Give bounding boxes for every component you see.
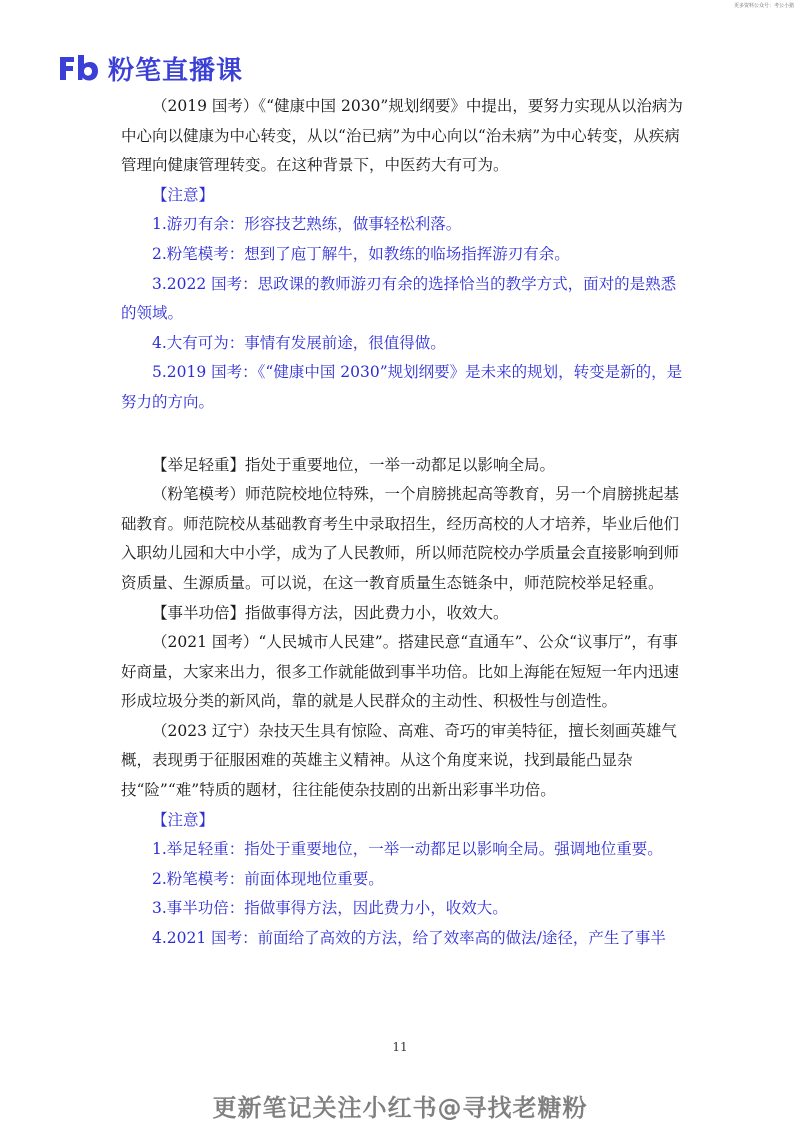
note-item: 4.大有可为：事情有发展前途，很值得做。 [152, 333, 446, 352]
brand-name: 粉笔直播课 [108, 55, 244, 86]
note-item: 5.2019 国考：《“健康中国 2030”规划纲要》是未来的规划，转变是新的，是努力的方向。 [121, 363, 683, 411]
fenbi-logo-icon [58, 53, 100, 83]
paragraph: （2021 国考）“人民城市人民建”。搭建民意“直通车”、公众“议事厅”，有事好商量，大家来出力，很多工作就能做到事半功倍。比如上海能在短短一年内迅速形成垃圾分类的新风尚，靠的就是人民群众的主动性、积极性与创造性。 [121, 633, 680, 711]
note-item: 4.2021 国考：前面给了高效的方法，给了效率高的做法/途径，产生了事半 [152, 929, 666, 948]
note-item: 1.游刃有余：形容技艺熟练，做事轻松利落。 [152, 215, 462, 234]
idiom-definition: 【事半功倍】指做事得方法，因此费力小，收效大。 [152, 603, 509, 622]
footer-banner: 更新笔记关注小红书@寻找老糖粉 [212, 1094, 588, 1122]
page-number: 11 [392, 1040, 408, 1054]
paragraph: （2019 国考）《“健康中国 2030”规划纲要》中提出，要努力实现从以治病为中心向以健康为中心转变，从以“治已病”为中心向以“治未病”为中心转变，从疾病管理向健康管理转变。在这种背景下，中医药大有可为。 [121, 97, 683, 175]
note-heading: 【注意】 [152, 810, 215, 829]
note-item: 2.粉笔模考：前面体现地位重要。 [152, 869, 384, 888]
note-item: 1.举足轻重：指处于重要地位，一举一动都足以影响全局。强调地位重要。 [152, 840, 663, 859]
document-body [121, 92, 683, 954]
section-gap [121, 418, 683, 451]
note-item: 3.事半功倍：指做事得方法，因此费力小，收效大。 [152, 899, 508, 918]
note-item: 3.2022 国考：思政课的教师游刃有余的选择恰当的教学方式，面对的是熟悉的领域。 [121, 274, 677, 323]
idiom-definition: 【举足轻重】指处于重要地位，一举一动都足以影响全局。 [152, 455, 556, 474]
paragraph: （2023 辽宁）杂技天生具有惊险、高难、奇巧的审美特征，擅长刻画英雄气概，表现勇于征服困难的英雄主义精神。从这个角度来说，找到最能凸显杂技“险”“难”特质的题材，往往能使杂技剧的出新出彩事半功倍。 [121, 721, 677, 800]
note-item: 2.粉笔模考：想到了庖丁解牛，如教练的临场指挥游刃有余。 [152, 244, 570, 263]
paragraph: （粉笔模考）师范院校地位特殊，一个肩膀挑起高等教育，另一个肩膀挑起基础教育。师范院校从基础教育考生中录取招生，经历高校的人才培养，毕业后他们入职幼儿园和大中小学，成为了人民教师，所以师范院校办学质量会直接影响到师资质量、生源质量。可以说，在这一教育质量生态链条中，师范院校举足轻重。 [121, 485, 680, 592]
brand-logo [58, 50, 243, 86]
note-heading: 【注意】 [152, 185, 215, 204]
top-note: 更多资料公众号：考公小猪 [733, 3, 794, 9]
